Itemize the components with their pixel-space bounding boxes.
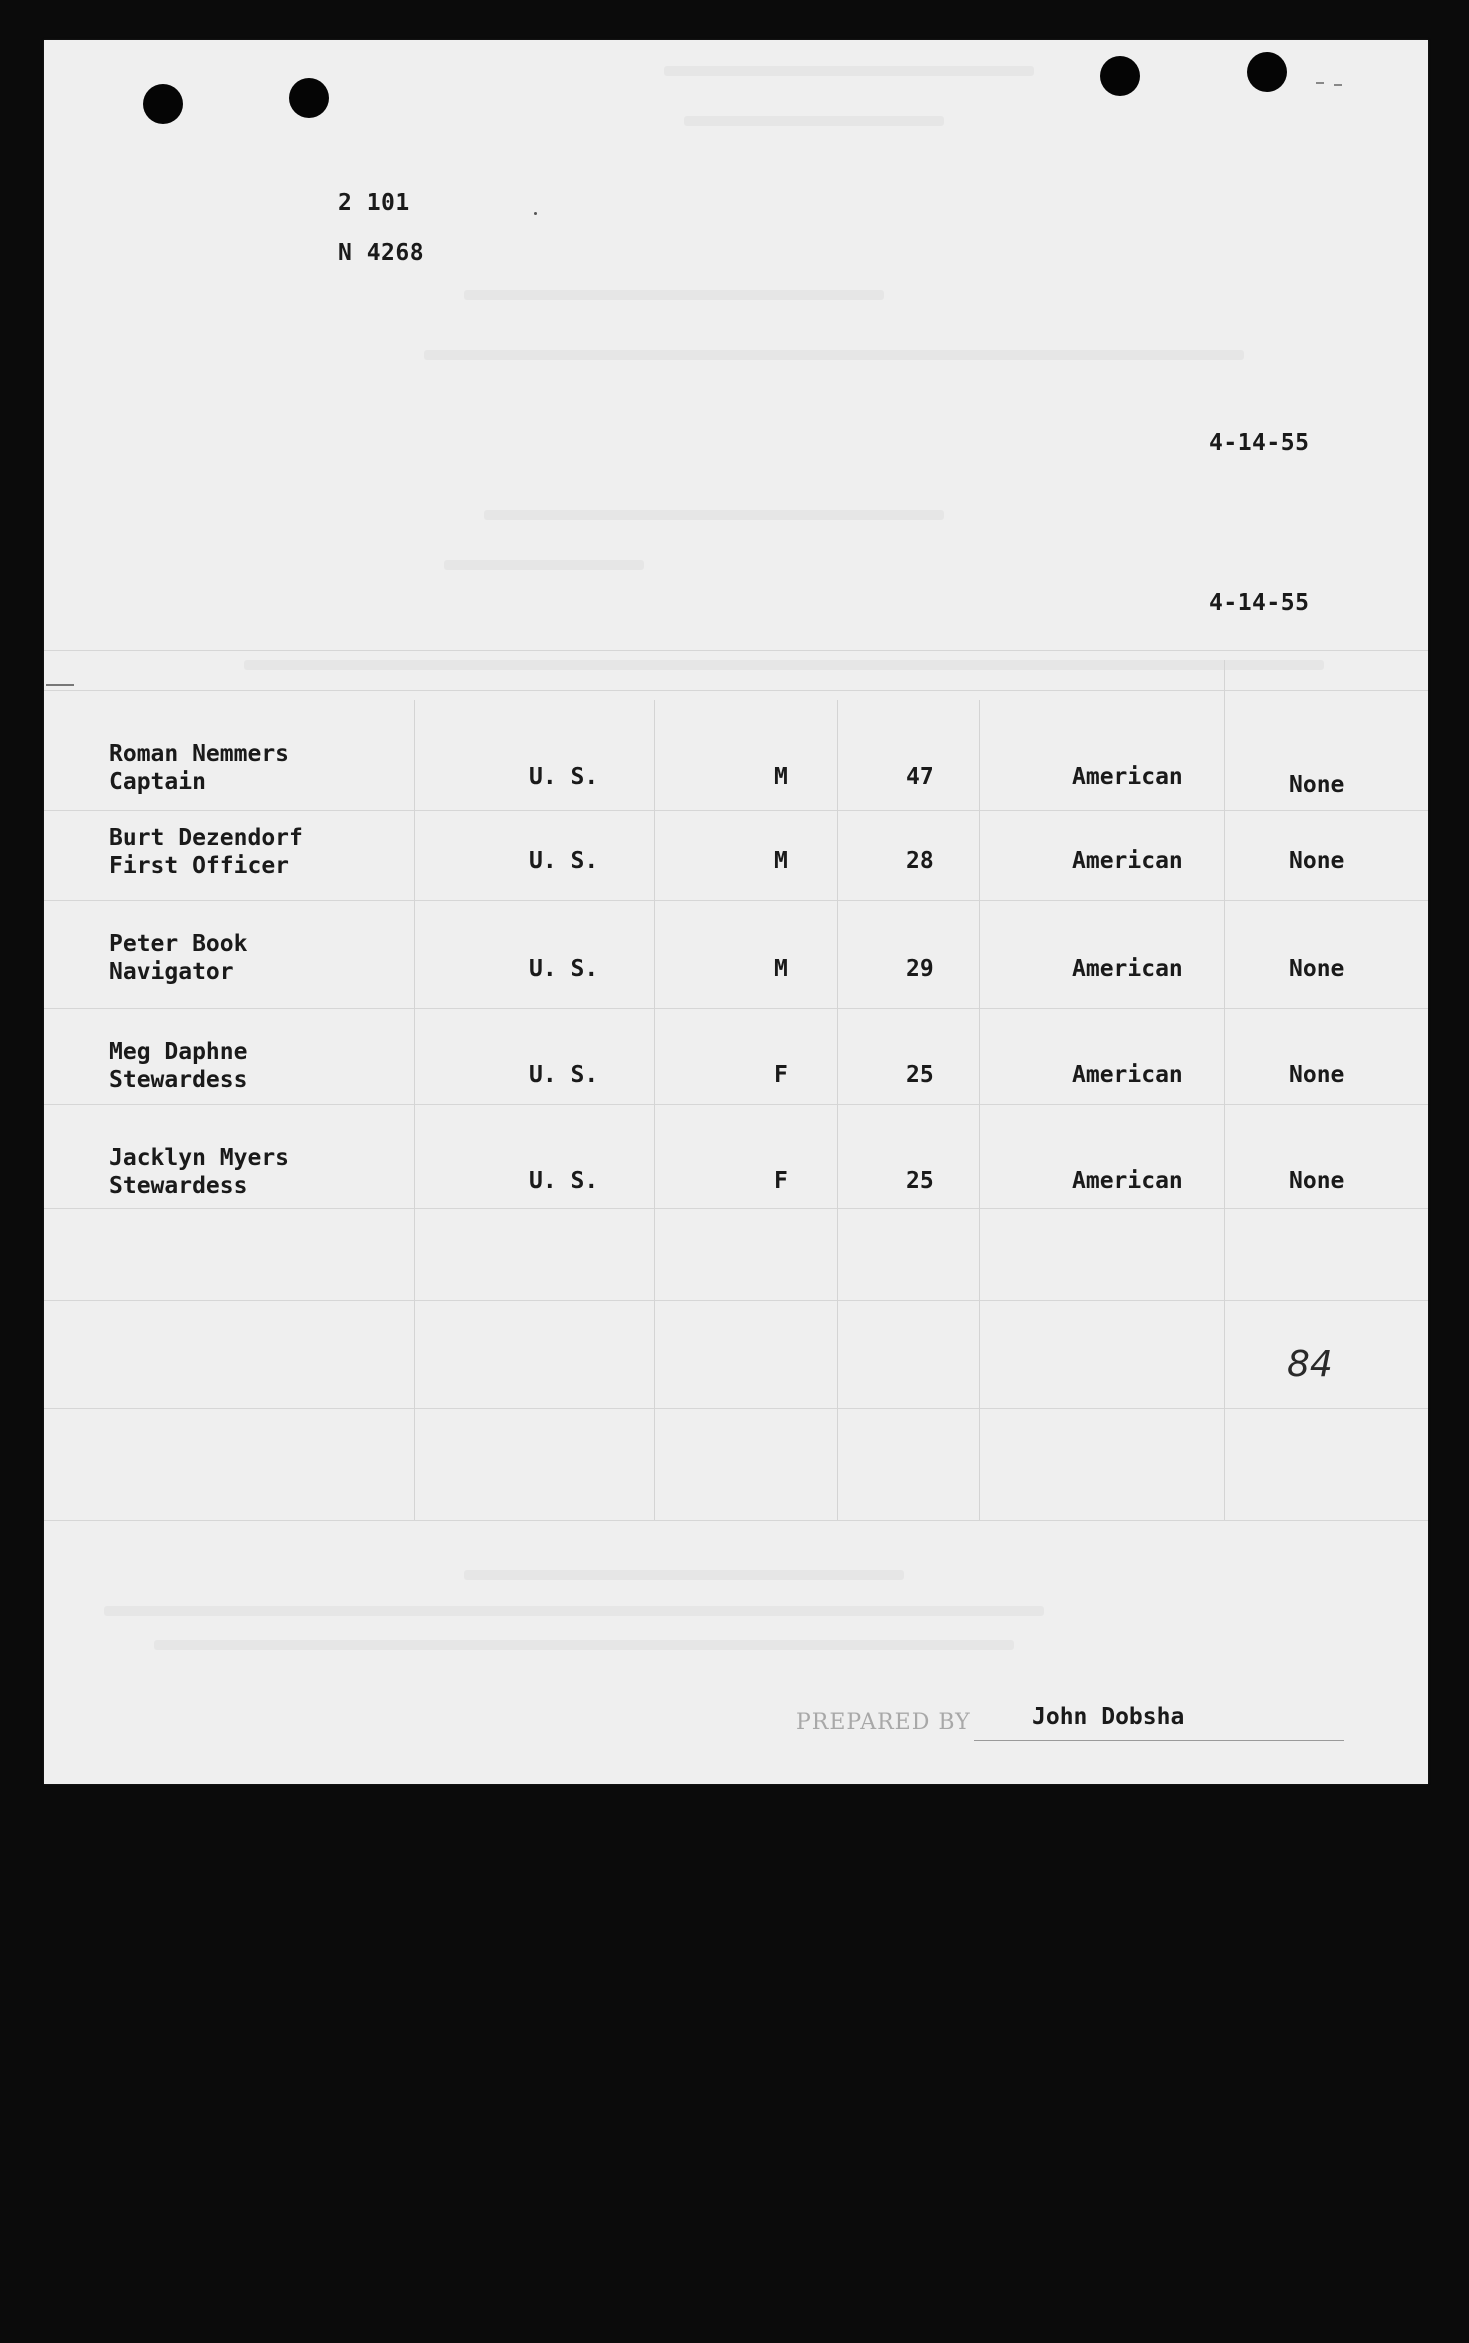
crew-name-cell — [109, 930, 247, 986]
document-page — [44, 40, 1428, 1784]
crew-name-cell — [109, 740, 289, 796]
crew-name-cell — [109, 824, 303, 880]
crew-age: 47 — [906, 764, 934, 790]
crew-name: Meg Daphne — [109, 1039, 248, 1065]
punch-hole-4 — [1247, 52, 1287, 92]
crew-name-cell — [109, 1038, 247, 1094]
table-column-rule — [979, 700, 980, 1520]
faint-form-print — [154, 1640, 1014, 1650]
faint-form-print — [684, 116, 944, 126]
punch-hole-2 — [289, 78, 329, 118]
faint-form-print — [664, 66, 1034, 76]
table-rule — [44, 810, 1428, 811]
crew-race: American — [1072, 1062, 1183, 1088]
date-1: 4-14-55 — [1209, 430, 1310, 456]
faint-form-print — [424, 350, 1244, 360]
faint-form-print — [244, 660, 1324, 670]
table-rule — [44, 690, 1428, 691]
table-rule — [44, 1408, 1428, 1409]
crew-race: American — [1072, 1168, 1183, 1194]
table-rule — [44, 1208, 1428, 1209]
header-line-2: N 4268 — [338, 240, 425, 266]
punch-hole-1 — [143, 84, 183, 124]
date-2: 4-14-55 — [1209, 590, 1310, 616]
crew-name: Burt Dezendorf — [109, 825, 303, 851]
crew-sex: M — [774, 848, 788, 874]
crew-role: Navigator — [109, 959, 234, 985]
crew-remarks: None — [1289, 1168, 1345, 1194]
crew-age: 25 — [906, 1168, 934, 1194]
crew-race: American — [1072, 956, 1183, 982]
crew-sex: M — [774, 956, 788, 982]
edge-mark — [46, 684, 74, 686]
crew-remarks: None — [1289, 1062, 1345, 1088]
header-line-1: 2 101 — [338, 190, 410, 216]
crew-citizenship: U. S. — [529, 848, 599, 874]
table-column-rule — [837, 700, 838, 1520]
crew-race: American — [1072, 848, 1183, 874]
page-number: 84 — [1287, 1344, 1333, 1385]
crew-sex: F — [774, 1168, 788, 1194]
crew-race: American — [1072, 764, 1183, 790]
table-rule — [44, 1008, 1428, 1009]
crew-role: Captain — [109, 769, 206, 795]
faint-form-print — [444, 560, 644, 570]
crew-role: First Officer — [109, 853, 290, 879]
crew-remarks: None — [1289, 848, 1345, 874]
prepared-by-name: John Dobsha — [1032, 1704, 1185, 1730]
crew-name: Jacklyn Myers — [109, 1145, 290, 1171]
mark-dash — [1316, 82, 1324, 84]
crew-sex: F — [774, 1062, 788, 1088]
table-column-rule — [414, 700, 415, 1520]
crew-citizenship: U. S. — [529, 1062, 599, 1088]
crew-name: Peter Book — [109, 931, 248, 957]
faint-form-print — [104, 1606, 1044, 1616]
crew-role: Stewardess — [109, 1173, 248, 1199]
crew-citizenship: U. S. — [529, 956, 599, 982]
crew-age: 28 — [906, 848, 934, 874]
table-rule — [44, 1300, 1428, 1301]
crew-age: 29 — [906, 956, 934, 982]
crew-citizenship: U. S. — [529, 764, 599, 790]
faint-form-print — [464, 290, 884, 300]
crew-citizenship: U. S. — [529, 1168, 599, 1194]
crew-name-cell — [109, 1144, 289, 1200]
faint-form-print — [484, 510, 944, 520]
crew-role: Stewardess — [109, 1067, 248, 1093]
crew-remarks: None — [1289, 772, 1345, 798]
crew-age: 25 — [906, 1062, 934, 1088]
speck — [534, 212, 537, 215]
table-rule — [44, 1104, 1428, 1105]
table-rule — [44, 1520, 1428, 1521]
mark-dash — [1334, 84, 1342, 86]
prepared-by-label: PREPARED BY — [796, 1710, 971, 1735]
crew-remarks: None — [1289, 956, 1345, 982]
table-column-rule — [1224, 660, 1225, 1520]
table-column-rule — [654, 700, 655, 1520]
faint-form-print — [464, 1570, 904, 1580]
table-rule — [44, 900, 1428, 901]
punch-hole-3 — [1100, 56, 1140, 96]
crew-sex: M — [774, 764, 788, 790]
signature-line — [974, 1740, 1344, 1741]
table-rule — [44, 650, 1428, 651]
crew-name: Roman Nemmers — [109, 741, 290, 767]
